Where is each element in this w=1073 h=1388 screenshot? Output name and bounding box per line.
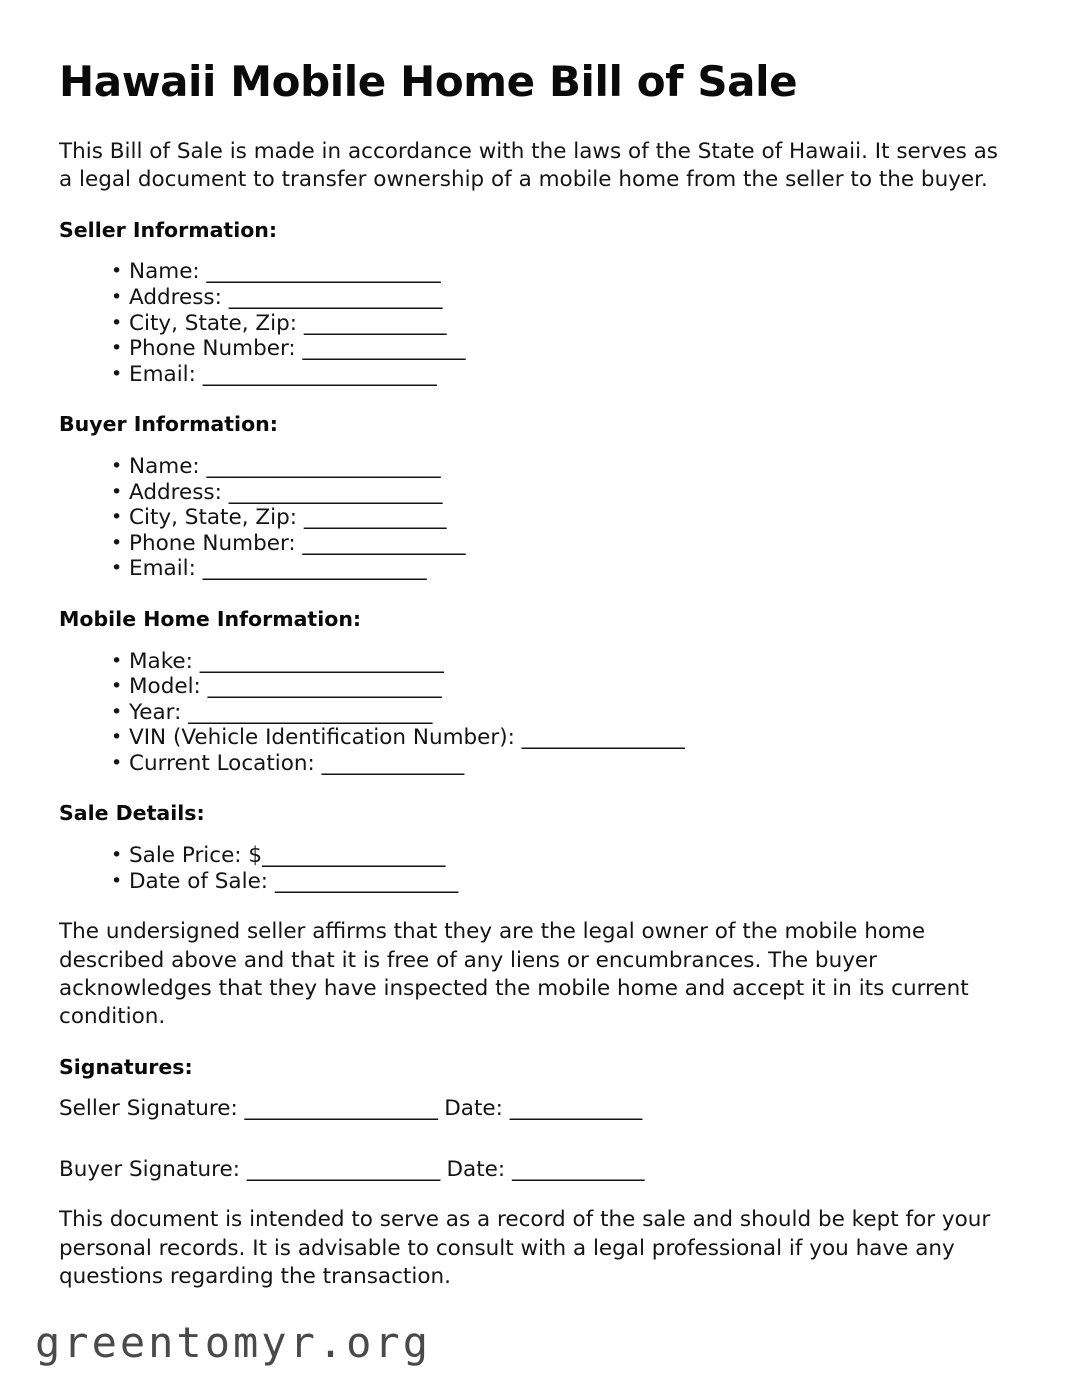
list-item xyxy=(111,649,1011,675)
document-body xyxy=(59,57,1011,1313)
field-blank: _____________________ xyxy=(228,479,442,505)
list-item xyxy=(111,843,1011,869)
field-label: Phone Number: xyxy=(129,336,303,362)
buyer-information-heading: Buyer Information: xyxy=(59,412,278,437)
intro-paragraph: This Bill of Sale is made in accordance with the laws of the State of Hawaii. It serves as a legal document to transfer ownership of a mobile home from the seller to the buyer. xyxy=(59,139,998,193)
field-label: Current Location: xyxy=(129,750,322,776)
field-label: Phone Number: xyxy=(129,530,303,556)
list-item xyxy=(111,725,1011,751)
sale-details-heading: Sale Details: xyxy=(59,801,205,826)
list-item xyxy=(111,454,1011,480)
field-label: Make: xyxy=(129,648,200,674)
field-label: Year: xyxy=(129,699,189,725)
page-title: Hawaii Mobile Home Bill of Sale xyxy=(59,57,798,106)
field-blank: ________________ xyxy=(302,530,465,556)
seller-date-blank: _____________ xyxy=(509,1096,642,1122)
buyer-signature-blank: ___________________ xyxy=(246,1157,440,1183)
field-blank: ______________ xyxy=(303,505,446,531)
mobile-home-information-fields xyxy=(59,649,1011,777)
field-label: Email: xyxy=(129,556,203,582)
seller-signature-label: Seller Signature: xyxy=(59,1096,245,1122)
list-item xyxy=(111,556,1011,582)
list-item xyxy=(111,700,1011,726)
buyer-information-fields xyxy=(59,454,1011,582)
field-blank: ________________ xyxy=(302,336,465,362)
field-label: Address: xyxy=(129,479,229,505)
field-label: Address: xyxy=(129,285,229,311)
field-label: Name: xyxy=(129,454,207,480)
site-watermark: greentomyr.org xyxy=(35,1318,432,1367)
field-blank: __________________ xyxy=(262,843,445,869)
buyer-date-blank: _____________ xyxy=(511,1157,644,1183)
field-blank: _______________________ xyxy=(207,674,442,700)
list-item xyxy=(111,336,1011,362)
field-blank: ________________________ xyxy=(199,648,444,674)
field-label: Date of Sale: xyxy=(129,868,275,894)
seller-signature-line xyxy=(59,1096,1011,1123)
list-item xyxy=(111,285,1011,311)
field-blank: ________________ xyxy=(521,725,685,751)
list-item xyxy=(111,869,1011,895)
field-blank: ________________________ xyxy=(188,699,432,725)
list-item xyxy=(111,531,1011,557)
list-item xyxy=(111,311,1011,337)
field-blank: ______________________ xyxy=(202,556,427,582)
field-blank: ______________ xyxy=(321,750,464,776)
list-item xyxy=(111,751,1011,777)
field-blank: __________________ xyxy=(274,868,458,894)
seller-signature-blank: ___________________ xyxy=(244,1096,438,1122)
list-item xyxy=(111,480,1011,506)
field-label: VIN (Vehicle Identification Number): xyxy=(129,725,522,751)
field-label: Email: xyxy=(129,361,203,387)
seller-information-fields xyxy=(59,259,1011,387)
field-blank: _______________________ xyxy=(206,454,440,480)
field-blank: _______________________ xyxy=(206,259,440,285)
signature-lines xyxy=(59,1096,1011,1184)
buyer-signature-label: Buyer Signature: xyxy=(59,1157,247,1183)
seller-date-label: Date: xyxy=(437,1096,510,1122)
field-label: Name: xyxy=(129,259,207,285)
field-label: Sale Price: $ xyxy=(129,843,263,869)
field-blank: ______________ xyxy=(303,310,446,336)
sale-details-fields xyxy=(59,843,1011,894)
affirmation-paragraph: The undersigned seller affirms that they are the legal owner of the mobile home described above and that it is free of any liens or encumbrances. The buyer acknowledges that they have inspected the mobile home and accept it in its current condition. xyxy=(59,919,969,1030)
buyer-date-label: Date: xyxy=(439,1157,512,1183)
list-item xyxy=(111,259,1011,285)
seller-information-heading: Seller Information: xyxy=(59,217,278,242)
field-label: City, State, Zip: xyxy=(129,505,304,531)
buyer-signature-line xyxy=(59,1157,1011,1184)
list-item xyxy=(111,674,1011,700)
field-label: City, State, Zip: xyxy=(129,310,304,336)
signature-spacer xyxy=(59,1143,1011,1157)
field-blank: _____________________ xyxy=(228,285,442,311)
list-item xyxy=(111,362,1011,388)
closing-paragraph: This document is intended to serve as a record of the sale and should be kept for your personal records. It is advisable to consult with a legal professional if you have any questions regarding the transaction. xyxy=(59,1207,991,1289)
signatures-heading: Signatures: xyxy=(59,1054,193,1079)
mobile-home-information-heading: Mobile Home Information: xyxy=(59,606,362,631)
field-blank: _______________________ xyxy=(202,361,437,387)
field-label: Model: xyxy=(129,674,208,700)
list-item xyxy=(111,505,1011,531)
